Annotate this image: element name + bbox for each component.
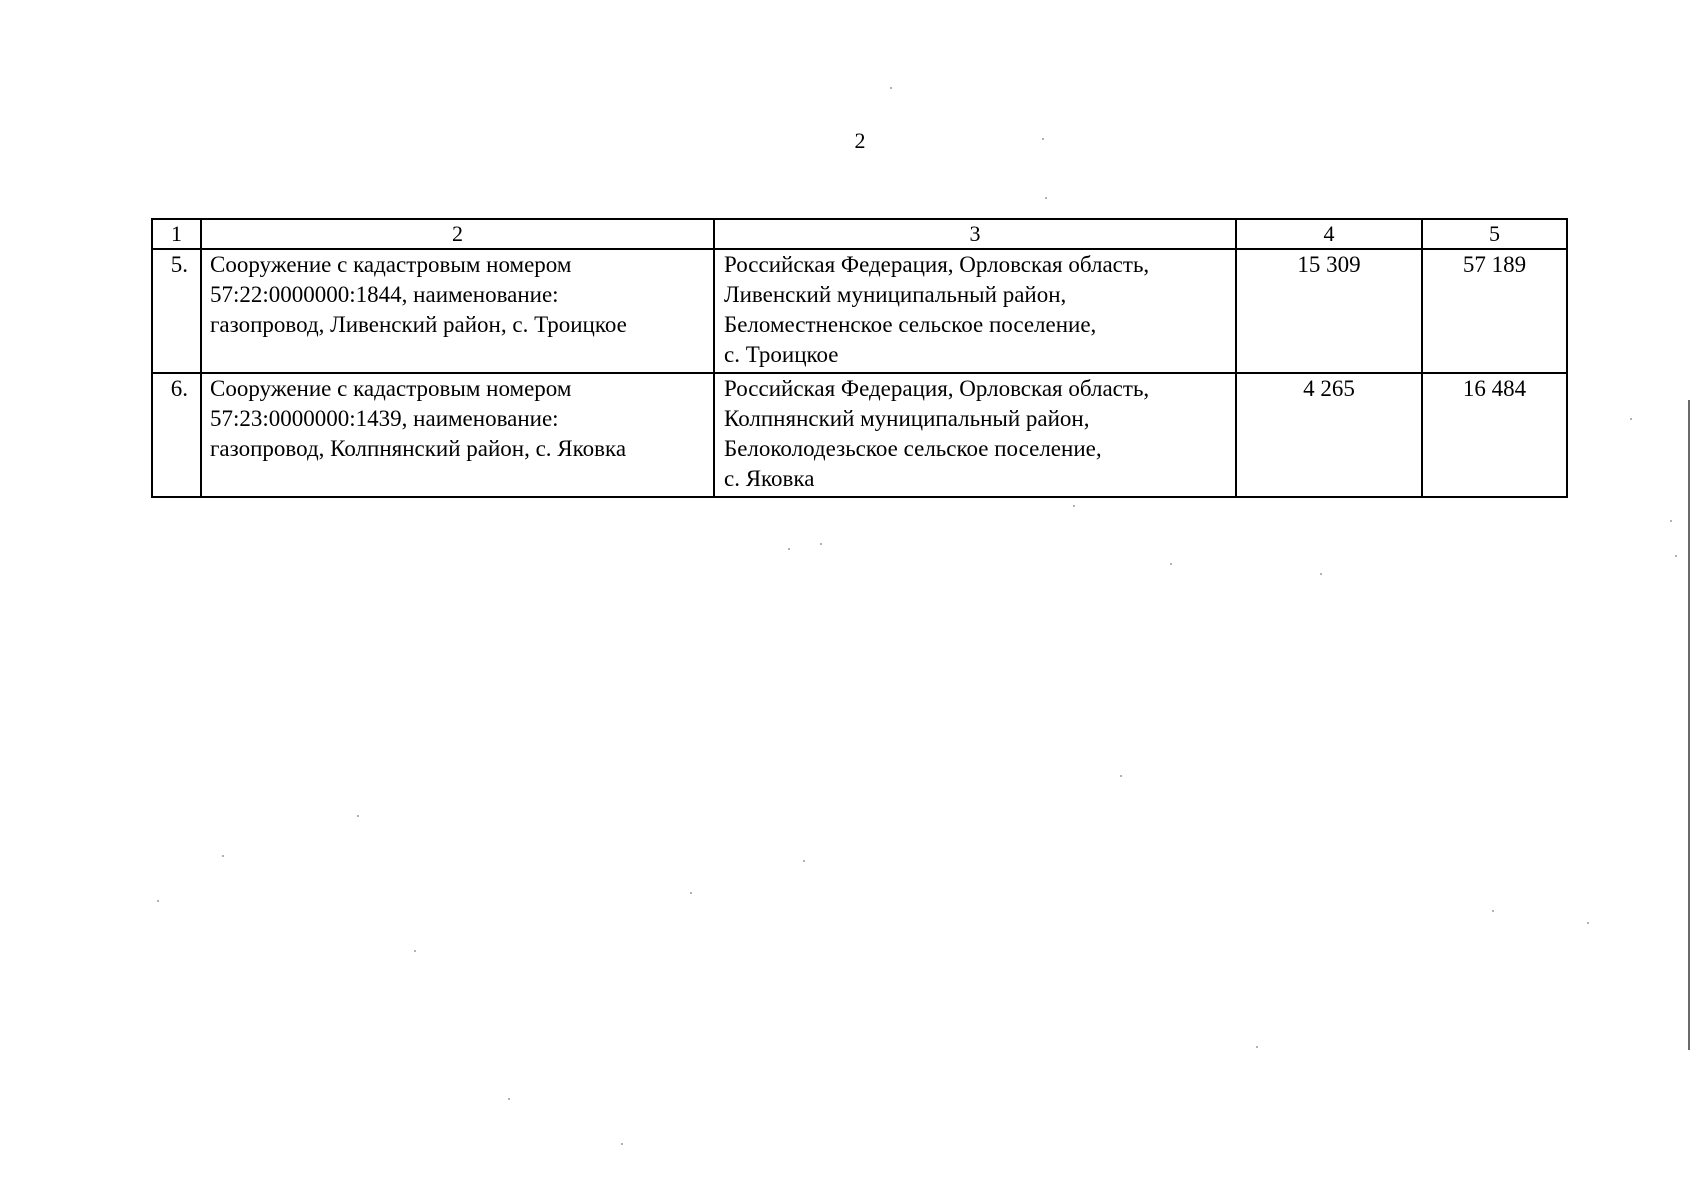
header-cell-1: 1 [152,219,201,249]
object-description [201,373,714,497]
column-4-value: 15 309 [1236,249,1422,373]
address-line: Ливенский муниципальный район, [724,282,1067,307]
scan-edge-line [1688,400,1690,1050]
column-4-value: 4 265 [1236,373,1422,497]
address-line: с. Яковка [724,466,815,491]
scan-speck [1042,138,1044,140]
scan-speck [890,87,892,89]
object-description [201,249,714,373]
description-line: газопровод, Колпнянский район, с. Яковка [210,436,627,461]
description-line: 57:23:0000000:1439, наименование: [210,406,559,431]
description-line: 57:22:0000000:1844, наименование: [210,282,559,307]
header-cell-4: 4 [1236,219,1422,249]
object-address [714,373,1236,497]
header-cell-3: 3 [714,219,1236,249]
scan-speck [820,543,822,545]
scan-speck [788,548,790,550]
scan-speck [1073,505,1075,507]
scan-speck [222,855,224,857]
row-number: 6. [152,373,201,497]
header-row [152,219,1567,249]
page-number: 2 [854,128,866,153]
scan-speck [1256,1046,1258,1048]
description-line: Сооружение с кадастровым номером [210,376,572,401]
scan-speck [1587,922,1589,924]
object-address [714,249,1236,373]
scan-speck [690,892,692,894]
scan-speck [1675,555,1677,557]
description-line: газопровод, Ливенский район, с. Троицкое [210,312,627,337]
row-number: 5. [152,249,201,373]
table-row [152,249,1567,373]
description-line: Сооружение с кадастровым номером [210,252,572,277]
header-cell-5: 5 [1422,219,1567,249]
scan-speck [1630,418,1632,420]
address-line: с. Троицкое [724,342,839,367]
table-row [152,373,1567,497]
scan-speck [1320,573,1322,575]
scan-speck [1670,520,1672,522]
scan-speck [414,950,416,952]
scan-speck [803,860,805,862]
scan-speck [357,815,359,817]
scan-speck [1045,197,1047,199]
scan-speck [1492,910,1494,912]
address-line: Колпнянский муниципальный район, [724,406,1090,431]
address-line: Российская Федерация, Орловская область, [724,252,1150,277]
scan-speck [621,1143,623,1145]
scan-speck [157,900,159,902]
header-cell-2: 2 [201,219,714,249]
column-5-value: 57 189 [1422,249,1567,373]
scan-speck [508,1098,510,1100]
address-line: Беломестненское сельское поселение, [724,312,1097,337]
property-table [151,218,1568,498]
scan-speck [1120,775,1122,777]
address-line: Белоколодезьское сельское поселение, [724,436,1102,461]
scan-speck [1170,563,1172,565]
address-line: Российская Федерация, Орловская область, [724,376,1150,401]
column-5-value: 16 484 [1422,373,1567,497]
